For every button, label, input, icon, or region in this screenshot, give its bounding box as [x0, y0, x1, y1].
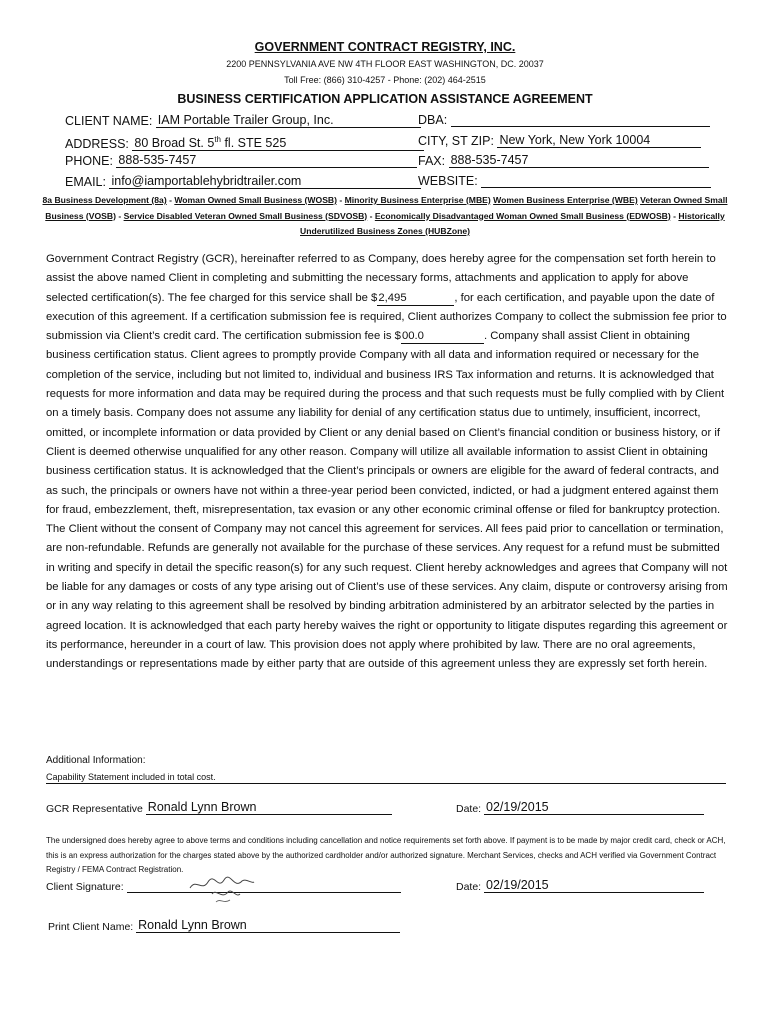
certification-list [40, 193, 730, 240]
address-row [65, 133, 424, 151]
fax-label: FAX: [418, 154, 446, 168]
client-date-label: Date: [456, 881, 482, 893]
cert-separator: - [670, 210, 679, 221]
website-label: WEBSITE: [418, 174, 478, 188]
cert-option-wosb[interactable]: Woman Owned Small Business (WOSB) [174, 195, 337, 205]
cert-option-sdvosb[interactable]: Service Disabled Veteran Owned Small Business (SDVOSB) [123, 210, 368, 221]
address-field[interactable] [132, 133, 424, 151]
cert-option-edwosb[interactable]: Economically Disadvantaged Woman Owned Small Business (EDWOSB) [374, 210, 671, 221]
submission-fee-field[interactable]: 00.0 [401, 330, 484, 344]
fax-row [418, 153, 709, 168]
city-label: CITY, ST ZIP: [418, 134, 494, 148]
gcr-date-field[interactable]: 02/19/2015 [484, 800, 704, 815]
company-address: 2200 PENNSYLVANIA AVE NW 4TH FLOOR EAST WASHINGTON, DC. 20037 [226, 59, 544, 69]
agreement-title: BUSINESS CERTIFICATION APPLICATION ASSISTANCE AGREEMENT [177, 92, 593, 106]
client-name-label: CLIENT NAME: [65, 114, 153, 128]
dba-field[interactable] [451, 126, 710, 127]
cert-separator: - [115, 210, 124, 221]
cert-separator: - [367, 210, 375, 221]
client-signature-field[interactable] [127, 878, 401, 893]
address-value-part: fl. STE 525 [220, 136, 287, 151]
website-field[interactable] [481, 187, 711, 188]
cert-separator: - [337, 195, 345, 205]
cert-option-wbe[interactable]: Women Business Enterprise (WBE) [493, 195, 638, 205]
client-name-field[interactable]: IAM Portable Trailer Group, Inc. [156, 113, 421, 128]
dba-row [418, 113, 710, 127]
client-date-field[interactable]: 02/19/2015 [484, 878, 704, 893]
additional-info-field[interactable]: Capability Statement included in total cost. [46, 771, 726, 784]
gcr-rep-field[interactable]: Ronald Lynn Brown [146, 800, 392, 815]
cert-separator: - [166, 195, 175, 205]
additional-info-label: Additional Information: [46, 755, 146, 766]
body-paragraph-part: Government Contract Registry (GCR), hereinafter referred to as Company, does hereby agree for the compensation set forth herein to assist the above named Client in completing and submitting the necessary forms, attachments and application to apply for above selected certification(s). The fee charged for this service shall be $ [46, 253, 716, 304]
email-row [65, 174, 421, 189]
email-label: EMAIL: [65, 175, 106, 189]
phone-row [65, 153, 417, 168]
address-label: ADDRESS: [65, 137, 129, 152]
cert-option-mbe[interactable]: Minority Business Enterprise (MBE) [344, 195, 491, 205]
phone-label: PHONE: [65, 154, 113, 168]
print-name-row [48, 918, 400, 933]
address-value-part: 80 Broad St. 5 [134, 136, 215, 151]
cert-option-hubzone[interactable]: Historically Underutilized Business Zones (HUBZone) [300, 210, 725, 236]
website-row [418, 174, 711, 188]
gcr-rep-row [46, 800, 392, 815]
city-field[interactable]: New York, New York 10004 [497, 133, 701, 148]
company-phones: Toll Free: (866) 310-4257 - Phone: (202) 464-2515 [284, 75, 486, 85]
gcr-date-row [456, 800, 704, 815]
handwritten-signature-icon [186, 872, 258, 908]
service-fee-field[interactable]: 2,495 [377, 292, 454, 306]
city-row [418, 133, 701, 148]
cert-option-8a[interactable]: 8a Business Development (8a) [42, 195, 167, 205]
client-date-row [456, 878, 704, 893]
print-name-field[interactable]: Ronald Lynn Brown [136, 918, 400, 933]
gcr-rep-label: GCR Representative [46, 803, 143, 815]
authorization-disclaimer: The undersigned does hereby agree to above terms and conditions including cancellation and notice requirements set forth above. If payment is to be made by major credit card, check or ACH, this is an express authorization for the charges stated above by the authorized cardholder and/or authorized signature. Merchant Services, checks and ACH verified via Government Contract Registry / FEMA Contract Registration. [46, 836, 726, 874]
phone-field[interactable]: 888-535-7457 [116, 153, 417, 168]
address-superscript: th [214, 135, 221, 144]
print-name-label: Print Client Name: [48, 921, 134, 933]
email-field[interactable]: info@iamportablehybridtrailer.com [109, 174, 421, 189]
client-signature-label: Client Signature: [46, 881, 124, 893]
dba-label: DBA: [418, 113, 448, 127]
gcr-date-label: Date: [456, 803, 482, 815]
body-paragraph-part: . Company shall assist Client in obtaining business certification status. Client agrees to promptly provide Company with all data and information required or necessary for the completion of the service, including but not limited to, individual and business IRS Tax information and returns. It is acknowledged that requests for more information and data may be required during the process and that such requests must be fully complied with by Client on a timely basis. Company does not assume any liability for denial of any certification status due to untimely, insufficient, incorrect, omitted, or incomplete information or data provided by Client or any denial based on Client’s financial condition or business history, or if Client is deemed otherwise unqualified for any other reason. Company will utilize all available information to assist Client in obtaining business certification status. It is acknowledged that the Client’s principals or owners are eligible for the award of federal contracts, and as such, the principals or owners have not within a three-year period been convicted, indicted, or had a judgment entered against them for fraud, embezzlement, theft, misrepresentation, tax evasion or any other economic criminal offense or filed for bankruptcy protection. The Client without the consent of Company may not cancel this agreement for services. All fees paid prior to cancellation or termination, are non-refundable. Refunds are generally not available for the purchase of these services. Any request for a refund must be submitted in writing and specify in detail the specific reason(s) for any such request. Client hereby acknowledges and agrees that Company will not be liable for any damages or costs of any type arising out of Client’s use of these services. Any claim, dispute or controversy arising from or in any way relating to this agreement shall be resolved by binding arbitration administered by an arbitrator selected by the parties in agreed location. It is acknowledged that each party hereby waives the right or opportunity to litigate disputes regarding this agreement or its performance, hereunder in a court of law. This provision does not apply where prohibited by law. There are no oral agreements, understandings or representations made by either party that are outside of this agreement unless they are expressly set forth herein. [46, 330, 728, 671]
company-name: GOVERNMENT CONTRACT REGISTRY, INC. [254, 40, 516, 54]
agreement-body [46, 250, 730, 675]
body-paragraph-part: , for each certification, and payable upon the date of execution of this agreement. If a certification submission fee is required, Client authorizes Company to collect the submission fee prior to submission via Client’s credit card. The certification submission fee is $ [46, 291, 727, 343]
cert-option-vosb[interactable]: Veteran Owned Small Business (VOSB) [45, 195, 728, 221]
fax-field[interactable]: 888-535-7457 [449, 153, 709, 168]
client-name-row [65, 113, 421, 128]
